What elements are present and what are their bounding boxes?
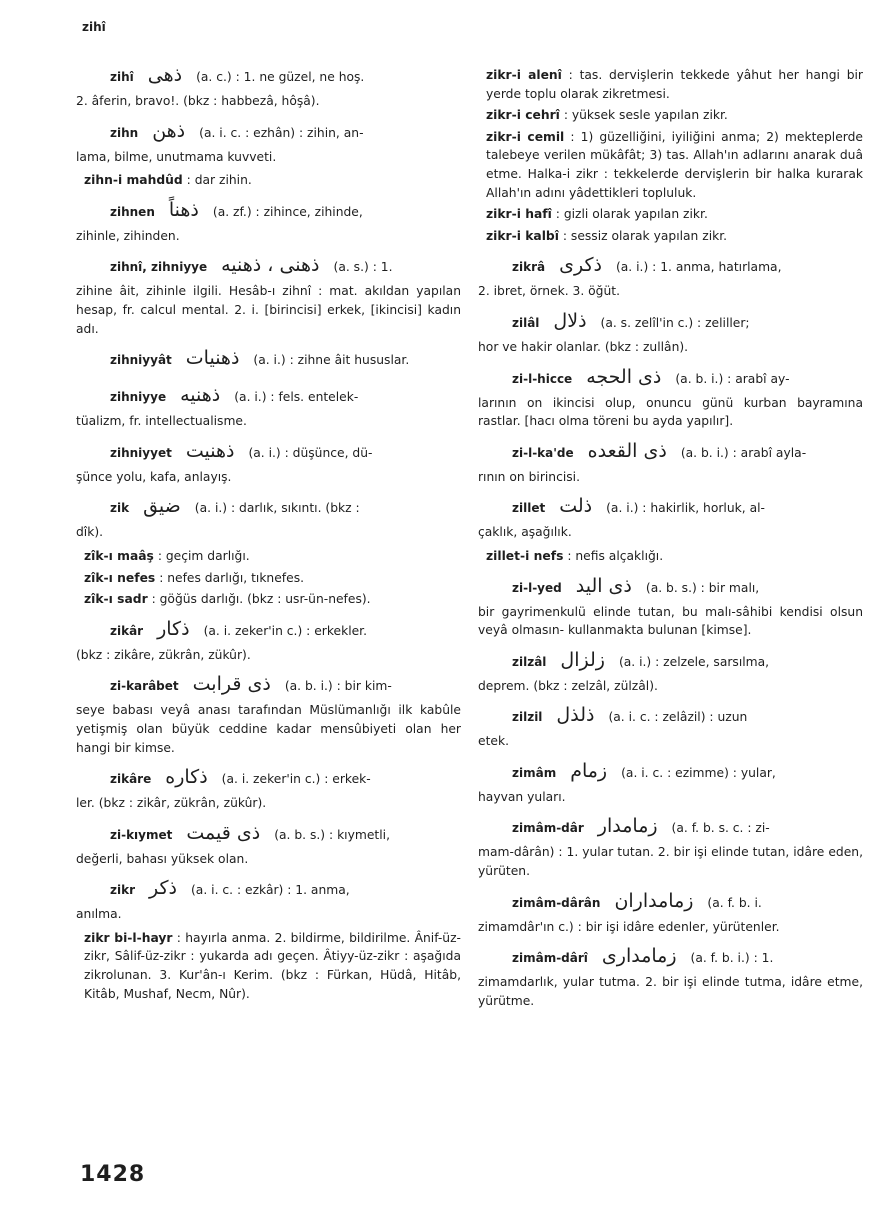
definition-text: mam-dârân) : 1. yular tutan. 2. bir işi elinde tutan, idâre eden, yürüten. — [478, 845, 863, 879]
headword: zi-kıymet — [110, 827, 173, 842]
sub-headword: zikr bi-l-hayr — [84, 930, 173, 945]
definition-text: zimamdâr'ın c.) : bir işi idâre edenler, yürütenler. — [478, 919, 780, 934]
definition-first-line: (a. s.) : 1. — [333, 260, 393, 275]
definition-first-line: (a. f. b. i. — [707, 895, 762, 910]
definition-first-line: (a. i. zeker'in c.) : erkek- — [221, 772, 371, 787]
headword: zilzil — [512, 710, 543, 725]
definition-first-line: (a. b. s.) : bir malı, — [645, 580, 760, 595]
sub-entry-text — [84, 569, 461, 588]
arabic-spelling: ذهناً — [168, 198, 199, 221]
definition-text: hor ve hakir olanlar. (bkz : zullân). — [478, 339, 689, 354]
sub-entry-text — [486, 106, 863, 125]
definition-text: zihine âit, zihinle ilgili. Hesâb-ı zihnî : mat. akıldan yapılan hesap, fr. calcul mental. 2. i. [birincisi] erkek, [ikincisi] kadın adı. — [76, 284, 461, 336]
headword: zihniyyât — [110, 353, 172, 368]
headword: zimâm-dârî — [512, 951, 588, 966]
arabic-spelling: ذهى — [147, 64, 183, 86]
definition-first-line: (a. i.) : fels. entelek- — [234, 390, 359, 405]
entry-head-line — [478, 817, 863, 843]
sub-definition: : hayırla anma. 2. bildirme, bildirilme. Ânif-üz-zikr, Sâlif-üz-zikr : yukarda adı geçen. Âtiyy-üz-zikr : aşağıda zikrolunan. 3. Kur'ân-ı Kerim. (bkz : Fürkan, Hüdâ, Hitâb, Kitâb, Mushaf, Necm, Nûr). — [84, 930, 461, 1001]
sub-headword: zîk-ı nefes — [84, 570, 156, 585]
page-number: 1428 — [80, 1162, 146, 1187]
sub-entry-text — [486, 205, 863, 224]
arabic-spelling: زمامدار — [597, 815, 658, 838]
definition-first-line: (a. i.) : zelzele, sarsılma, — [618, 654, 770, 669]
sub-entry-text — [84, 590, 461, 609]
headword: zi-l-hicce — [512, 371, 573, 386]
arabic-spelling: ذلال — [553, 309, 587, 332]
entry-head-line — [478, 706, 863, 732]
entry-head-line — [478, 648, 863, 677]
headword: zi-l-ka'de — [512, 445, 574, 460]
left-column — [76, 66, 461, 1006]
dictionary-entry — [478, 706, 863, 751]
sub-definition: : tas. dervişlerin tekkede yâhut her hangi bir yerde toplu olarak zikretmesi. — [486, 68, 863, 101]
entry-head-line — [478, 759, 863, 788]
entry-head-line — [76, 497, 461, 523]
dictionary-entry — [76, 675, 461, 757]
definition-first-line: (a. i.) : düşünce, dü- — [248, 445, 373, 460]
definition-first-line: (a. b. i.) : arabî ay- — [675, 371, 790, 386]
definition-text: lama, bilme, unutmama kuvveti. — [76, 149, 277, 164]
definition-first-line: (a. i. zeker'in c.) : erkekler. — [203, 623, 368, 638]
entry-head-line — [478, 439, 863, 468]
sub-definition: : göğüs darlığı. (bkz : usr-ün-nefes). — [151, 592, 371, 607]
arabic-spelling: ذهنيات — [185, 347, 240, 370]
arabic-spelling: ذى قرابت — [192, 673, 271, 696]
definition-text: etek. — [478, 734, 509, 749]
dictionary-entry — [478, 889, 863, 937]
headword: zihî — [110, 70, 134, 84]
arabic-spelling: ذكاره — [165, 766, 208, 789]
definition-text: bir gayrimenkulü elinde tutan, bu malı-sâhibi kendisi olsun veyâ olmasın- kullanmakta bulunan [kimse]. — [478, 604, 863, 638]
definition-first-line: (a. f. b. s. c. : zi- — [671, 821, 770, 836]
dictionary-entry — [478, 256, 863, 301]
arabic-spelling: زلزال — [560, 648, 605, 671]
dictionary-entry — [76, 198, 461, 246]
entry-head-line — [76, 675, 461, 701]
dictionary-entry — [478, 439, 863, 487]
sub-headword: zihn-i mahdûd — [84, 173, 183, 188]
entry-head-line — [76, 198, 461, 227]
arabic-spelling: زمامدارى — [601, 945, 677, 968]
definition-text: çaklık, aşağılık. — [478, 525, 572, 540]
dictionary-entry — [76, 879, 461, 924]
headword: zihniyyet — [110, 445, 172, 460]
dictionary-entry — [478, 648, 863, 696]
sub-headword: zikr-i kalbî — [486, 228, 559, 243]
dictionary-entry — [76, 349, 461, 375]
arabic-spelling: ذى اليد — [575, 574, 632, 597]
definition-first-line: (a. b. i.) : bir kim- — [284, 679, 392, 694]
sub-definition: : sessiz olarak yapılan zikr. — [562, 228, 728, 243]
sub-entry-text — [84, 171, 461, 190]
headword: zikâre — [110, 772, 152, 787]
entry-head-line — [76, 119, 461, 148]
headword: zikr — [110, 883, 135, 898]
entry-head-line — [478, 365, 863, 394]
definition-first-line: (a. b. s.) : kıymetli, — [274, 827, 390, 842]
headword: zillet — [512, 501, 546, 516]
definition-text: dîk). — [76, 525, 104, 540]
sub-entry — [478, 227, 863, 246]
arabic-spelling: ذهنى ، ذهنيه — [221, 254, 320, 277]
definition-text: hayvan yuları. — [478, 789, 566, 804]
entry-head-line — [478, 497, 863, 523]
entry-head-line — [76, 349, 461, 375]
entry-head-line — [76, 66, 461, 92]
definition-text: larının on ikincisi olup, onuncu günü kurban bayramına rastlar. [hacı olma töreni bu ayda yapılır]. — [478, 395, 863, 429]
definition-first-line: (a. i. c. : zelâzil) : uzun — [608, 710, 748, 725]
definition-first-line: (a. f. b. i.) : 1. — [690, 951, 774, 966]
sub-entry — [478, 66, 863, 103]
arabic-spelling: زمام — [570, 759, 608, 782]
entry-head-line — [478, 256, 863, 282]
definition-text: deprem. (bkz : zelzâl, zülzâl). — [478, 678, 658, 693]
headword: zihniyye — [110, 390, 167, 405]
dictionary-entry — [478, 947, 863, 1010]
headword: zimâm-dârân — [512, 895, 601, 910]
sub-definition: : gizli olarak yapılan zikr. — [555, 207, 708, 222]
dictionary-entry — [76, 66, 461, 111]
sub-entry-text — [84, 929, 461, 1003]
dictionary-entry — [76, 768, 461, 813]
dictionary-entry — [478, 309, 863, 357]
entry-head-line — [76, 617, 461, 646]
arabic-spelling: ذى القعده — [587, 439, 667, 462]
definition-first-line: (a. zf.) : zihince, zihinde, — [212, 204, 363, 219]
sub-definition: : dar zihin. — [186, 173, 252, 188]
entry-head-line — [76, 821, 461, 850]
headword: zi-karâbet — [110, 679, 179, 694]
headword: zi-l-yed — [512, 580, 562, 595]
arabic-spelling: ذى قيمت — [186, 821, 261, 844]
dictionary-entry — [76, 386, 461, 431]
arabic-spelling: ذكر — [149, 877, 177, 900]
sub-entry-text — [486, 547, 863, 566]
arabic-spelling: ذهن — [152, 119, 186, 142]
definition-first-line: (a. i.) : zihne âit hususlar. — [253, 353, 410, 368]
entry-head-line — [76, 386, 461, 412]
definition-text: zimamdarlık, yular tutma. 2. bir işi elinde tutma, idâre etme, yürütme. — [478, 975, 863, 1008]
dictionary-entry — [478, 574, 863, 640]
definition-first-line: (a. i.) : 1. anma, hatırlama, — [615, 260, 782, 275]
entry-head-line — [76, 768, 461, 794]
headword: zikâr — [110, 623, 144, 638]
sub-headword: zillet-i nefs — [486, 548, 564, 563]
sub-entry — [478, 128, 863, 202]
sub-entry — [76, 171, 461, 190]
arabic-spelling: ذلت — [559, 495, 593, 518]
sub-entry — [478, 205, 863, 224]
sub-definition: : yüksek sesle yapılan zikr. — [563, 108, 728, 123]
dictionary-entry — [478, 497, 863, 542]
dictionary-entry — [76, 256, 461, 338]
sub-entry — [478, 106, 863, 125]
entry-head-line — [478, 574, 863, 603]
definition-text: tüalizm, fr. intellectualisme. — [76, 414, 247, 429]
definition-first-line: (a. b. i.) : arabî ayla- — [680, 445, 807, 460]
running-head: zihî — [82, 20, 106, 34]
sub-headword: zikr-i cemil — [486, 129, 565, 144]
entry-head-line — [478, 947, 863, 973]
definition-text: 2. âferin, bravo!. (bkz : habbezâ, hôşâ). — [76, 94, 320, 108]
sub-definition: : nefis alçaklığı. — [567, 548, 664, 563]
definition-first-line: (a. i. c. : ezimme) : yular, — [621, 765, 776, 780]
dictionary-entry — [478, 817, 863, 880]
headword: zihn — [110, 125, 139, 140]
arabic-spelling: ذى الحجه — [586, 365, 662, 388]
definition-text: şünce yolu, kafa, anlayış. — [76, 469, 232, 484]
arabic-spelling: ضيق — [143, 495, 181, 518]
sub-headword: zikr-i hafî — [486, 207, 552, 222]
headword: zik — [110, 501, 130, 516]
dictionary-entry — [76, 821, 461, 869]
sub-definition: : nefes darlığı, tıknefes. — [159, 570, 305, 585]
sub-definition: : geçim darlığı. — [157, 548, 250, 563]
headword: zilzâl — [512, 654, 547, 669]
sub-entry-text — [84, 547, 461, 566]
definition-text: zihinle, zihinden. — [76, 228, 180, 243]
definition-first-line: (a. c.) : 1. ne güzel, ne hoş. — [196, 70, 365, 84]
sub-entry — [76, 929, 461, 1003]
sub-entry-text — [486, 227, 863, 246]
dictionary-entry — [76, 119, 461, 167]
sub-headword: zikr-i cehrî — [486, 108, 560, 123]
sub-headword: zîk-ı sadr — [84, 592, 148, 607]
sub-entry — [76, 590, 461, 609]
headword: zimâm — [512, 765, 557, 780]
headword: zihnî, zihniyye — [110, 260, 208, 275]
sub-definition: : 1) güzelliğini, iyiliğini anma; 2) mekteplerde talebeye verilen mükâfât; 3) tas. Allah'ın adlarını anarak duâ etme. Halka-i zikr : tekkelerde dervişlerin bir halka kurarak Allah'ın adını yâdettikleri topluluk. — [486, 129, 863, 200]
entry-head-line — [478, 889, 863, 918]
definition-first-line: (a. s. zelîl'in c.) : zeliller; — [600, 315, 750, 330]
headword: zilâl — [512, 315, 540, 330]
sub-entry — [76, 547, 461, 566]
arabic-spelling: ذلذل — [556, 704, 595, 727]
definition-first-line: (a. i. c. : ezhân) : zihin, an- — [199, 125, 364, 140]
dictionary-entry — [76, 497, 461, 542]
headword: zihnen — [110, 204, 155, 219]
entry-head-line — [76, 439, 461, 468]
dictionary-entry — [478, 759, 863, 807]
definition-text: seye babası veyâ anası tarafından Müslümanlığı ilk kabûle yetişmiş olan büyük ceddine kadar mensûbiyeti olan her hangi bir kimse. — [76, 703, 461, 755]
dictionary-entry — [76, 617, 461, 665]
entry-head-line — [76, 256, 461, 282]
entry-head-line — [478, 309, 863, 338]
definition-text: değerli, bahası yüksek olan. — [76, 851, 249, 866]
dictionary-entry — [76, 439, 461, 487]
definition-text: rının on birincisi. — [478, 469, 581, 484]
definition-first-line: (a. i.) : darlık, sıkıntı. (bkz : — [194, 501, 360, 516]
definition-first-line: (a. i. c. : ezkâr) : 1. anma, — [191, 883, 350, 898]
sub-entry-text — [486, 128, 863, 202]
arabic-spelling: ذكار — [157, 617, 190, 640]
definition-text: 2. ibret, örnek. 3. öğüt. — [478, 284, 621, 299]
sub-headword: zikr-i alenî — [486, 68, 562, 82]
entry-head-line — [76, 879, 461, 905]
definition-text: (bkz : zikâre, zükrân, zükûr). — [76, 647, 251, 662]
sub-entry — [76, 569, 461, 588]
headword: zikrâ — [512, 260, 546, 275]
arabic-spelling: زمامداران — [614, 889, 694, 912]
arabic-spelling: ذهنيه — [180, 384, 221, 407]
right-column — [478, 66, 863, 1015]
definition-text: anılma. — [76, 907, 122, 922]
sub-entry-text — [486, 66, 863, 103]
arabic-spelling: ذهنيت — [185, 439, 235, 462]
sub-headword: zîk-ı maâş — [84, 548, 154, 563]
headword: zimâm-dâr — [512, 821, 584, 836]
definition-first-line: (a. i.) : hakirlik, horluk, al- — [606, 501, 765, 516]
arabic-spelling: ذكرى — [559, 254, 602, 277]
definition-text: ler. (bkz : zikâr, zükrân, zükûr). — [76, 796, 267, 811]
sub-entry — [478, 547, 863, 566]
dictionary-entry — [478, 365, 863, 431]
